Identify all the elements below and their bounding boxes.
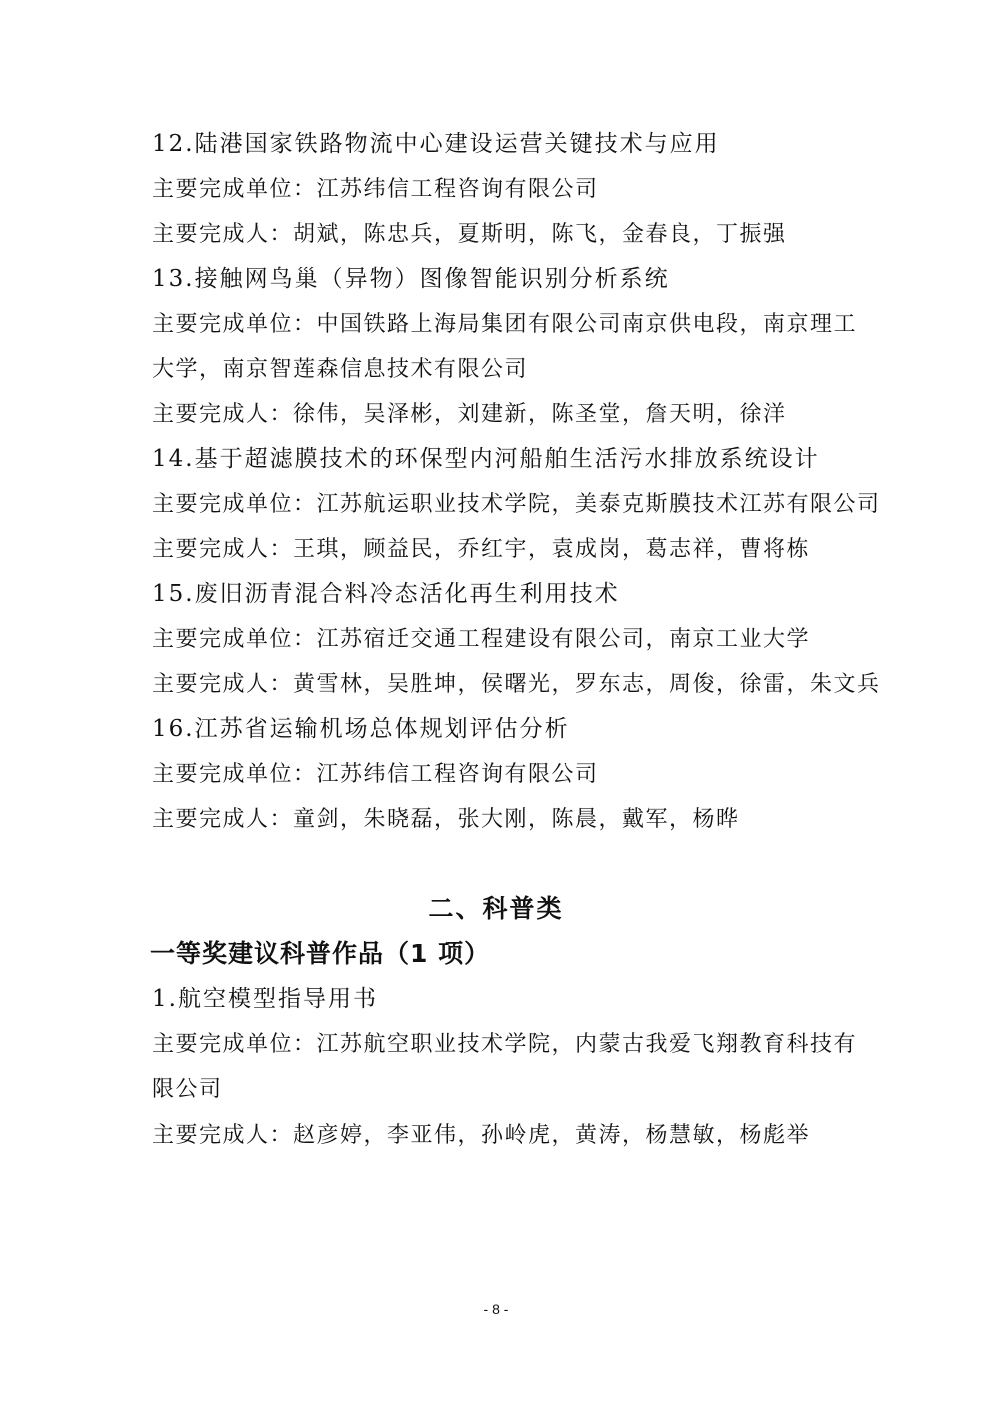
project-units-continued: 大学，南京智莲森信息技术有限公司 — [152, 357, 529, 382]
project-people: 主要完成人：赵彦婷，李亚伟，孙岭虎，黄涛，杨慧敏，杨彪举 — [152, 1123, 811, 1148]
project-people: 主要完成人：胡斌，陈忠兵，夏斯明，陈飞，金春良，丁振强 — [152, 222, 787, 247]
page-number: - 8 - — [483, 1301, 509, 1317]
project-units-continued: 限公司 — [152, 1077, 223, 1102]
project-title: 1.航空模型指导用书 — [152, 986, 378, 1012]
project-title: 16.江苏省运输机场总体规划评估分析 — [152, 716, 570, 742]
project-people: 主要完成人：童剑，朱晓磊，张大刚，陈晨，戴军，杨晔 — [152, 807, 740, 832]
project-title: 15.废旧沥青混合料冷态活化再生利用技术 — [152, 581, 620, 607]
project-people: 主要完成人：黄雪林，吴胜坤，侯曙光，罗东志，周俊，徐雷，朱文兵 — [152, 672, 881, 697]
project-title: 13.接触网鸟巢（异物）图像智能识别分析系统 — [152, 266, 670, 292]
project-units: 主要完成单位：江苏航运职业技术学院，美泰克斯膜技术江苏有限公司 — [152, 492, 881, 517]
project-people: 主要完成人：王琪，顾益民，乔红宇，袁成岗，葛志祥，曹将栋 — [152, 537, 811, 562]
section-heading: 二、科普类 — [428, 894, 564, 923]
project-units: 主要完成单位：中国铁路上海局集团有限公司南京供电段，南京理工 — [152, 312, 858, 337]
project-people: 主要完成人：徐伟，吴泽彬，刘建新，陈圣堂，詹天明，徐洋 — [152, 402, 787, 427]
project-units: 主要完成单位：江苏宿迁交通工程建设有限公司，南京工业大学 — [152, 627, 811, 652]
award-subheading: 一等奖建议科普作品（1 项） — [150, 939, 491, 968]
project-title: 14.基于超滤膜技术的环保型内河船舶生活污水排放系统设计 — [152, 446, 820, 472]
project-units: 主要完成单位：江苏纬信工程咨询有限公司 — [152, 177, 599, 202]
project-title: 12.陆港国家铁路物流中心建设运营关键技术与应用 — [152, 131, 720, 157]
project-units: 主要完成单位：江苏纬信工程咨询有限公司 — [152, 762, 599, 787]
project-units: 主要完成单位：江苏航空职业技术学院，内蒙古我爱飞翔教育科技有 — [152, 1032, 858, 1057]
